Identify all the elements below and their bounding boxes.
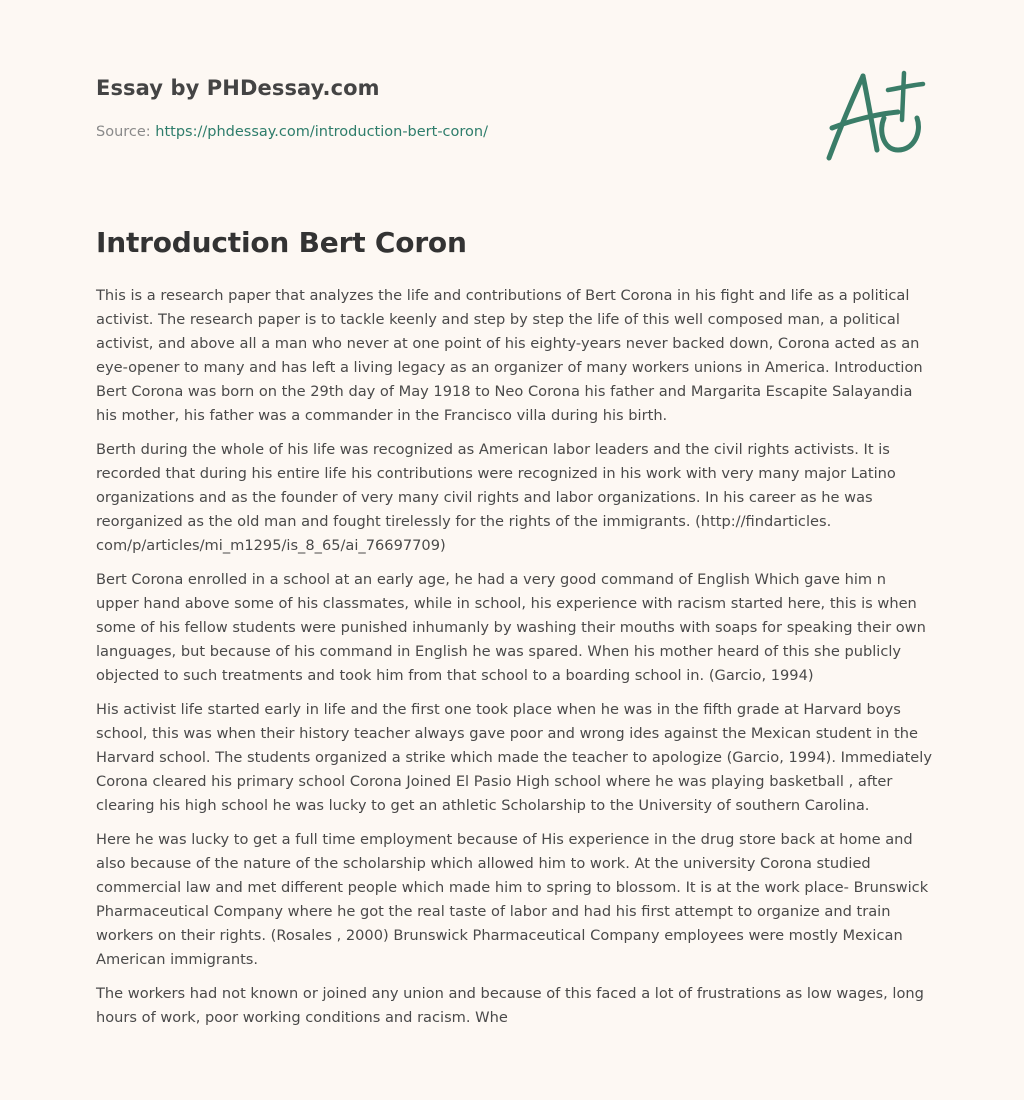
paragraph: Berth during the whole of his life was recognized as American labor leaders and the civil rights activists. It is recorded that during his entire life his contributions were recognized in his work with very many major Latino organizations and as the founder of very many civil rights and labor organizations. In his career as he was reorganized as the old man and fought tirelessly for the rights of the immigrants. (http://findarticles. com/p/articles/mi_m1295/is_8_65/ai_76697709) xyxy=(96,441,896,554)
paragraph: Here he was lucky to get a full time employment because of His experience in the drug store back at home and also because of the nature of the scholarship which allowed him to work. At the university Corona studied commercial law and met different people which made him to spring to blossom. It is at the work place- Brunswick Pharmaceutical Company where he got the real taste of labor and had his first attempt to organize and train workers on their rights. (Rosales , 2000) Brunswick Pharmaceutical Company employees were mostly Mexican American immigrants. xyxy=(96,831,929,968)
paragraph: The workers had not known or joined any union and because of this faced a lot of frustrations as low wages, long hours of work, poor working conditions and racism. Whe xyxy=(96,985,924,1026)
source-label: Source: xyxy=(96,124,151,140)
paragraph: Bert Corona enrolled in a school at an early age, he had a very good command of English Which gave him n upper hand above some of his classmates, while in school, his experience with racism started here, this is when some of his fellow students were punished inhumanly by washing their mouths with soaps for speaking their own languages, but because of his command in English he was spared. When his mother heard of this she publicly objected to such treatments and took him from that school to a boarding school in. (Garcio, 1994) xyxy=(96,571,926,684)
a-plus-grade-icon xyxy=(822,68,926,164)
paragraph: His activist life started early in life and the first one took place when he was in the fifth grade at Harvard boys school, this was when their history teacher always gave poor and wrong ides against the Mexican student in the Harvard school. The students organized a strike which made the teacher to apologize (Garcio, 1994). Immediately Corona cleared his primary school Corona Joined El Pasio High school where he was playing basketball , after clearing his high school he was lucky to get an athletic Scholarship to the University of southern Carolina. xyxy=(96,701,932,814)
source-line xyxy=(96,124,488,140)
essay-body xyxy=(96,284,932,1040)
source-link[interactable]: https://phdessay.com/introduction-bert-coron/ xyxy=(155,124,488,140)
site-brand: Essay by PHDessay.com xyxy=(96,76,380,100)
paragraph: This is a research paper that analyzes the life and contributions of Bert Corona in his fight and life as a political activist. The research paper is to tackle keenly and step by step the life of this well composed man, a political activist, and above all a man who never at one point of his eighty-years never backed down, Corona acted as an eye-opener to many and has left a living legacy as an organizer of many workers unions in America. Introduction Bert Corona was born on the 29th day of May 1918 to Neo Corona his father and Margarita Escapite Salayandia his mother, his father was a commander in the Francisco villa during his birth. xyxy=(96,287,923,424)
essay-title: Introduction Bert Coron xyxy=(96,226,467,259)
